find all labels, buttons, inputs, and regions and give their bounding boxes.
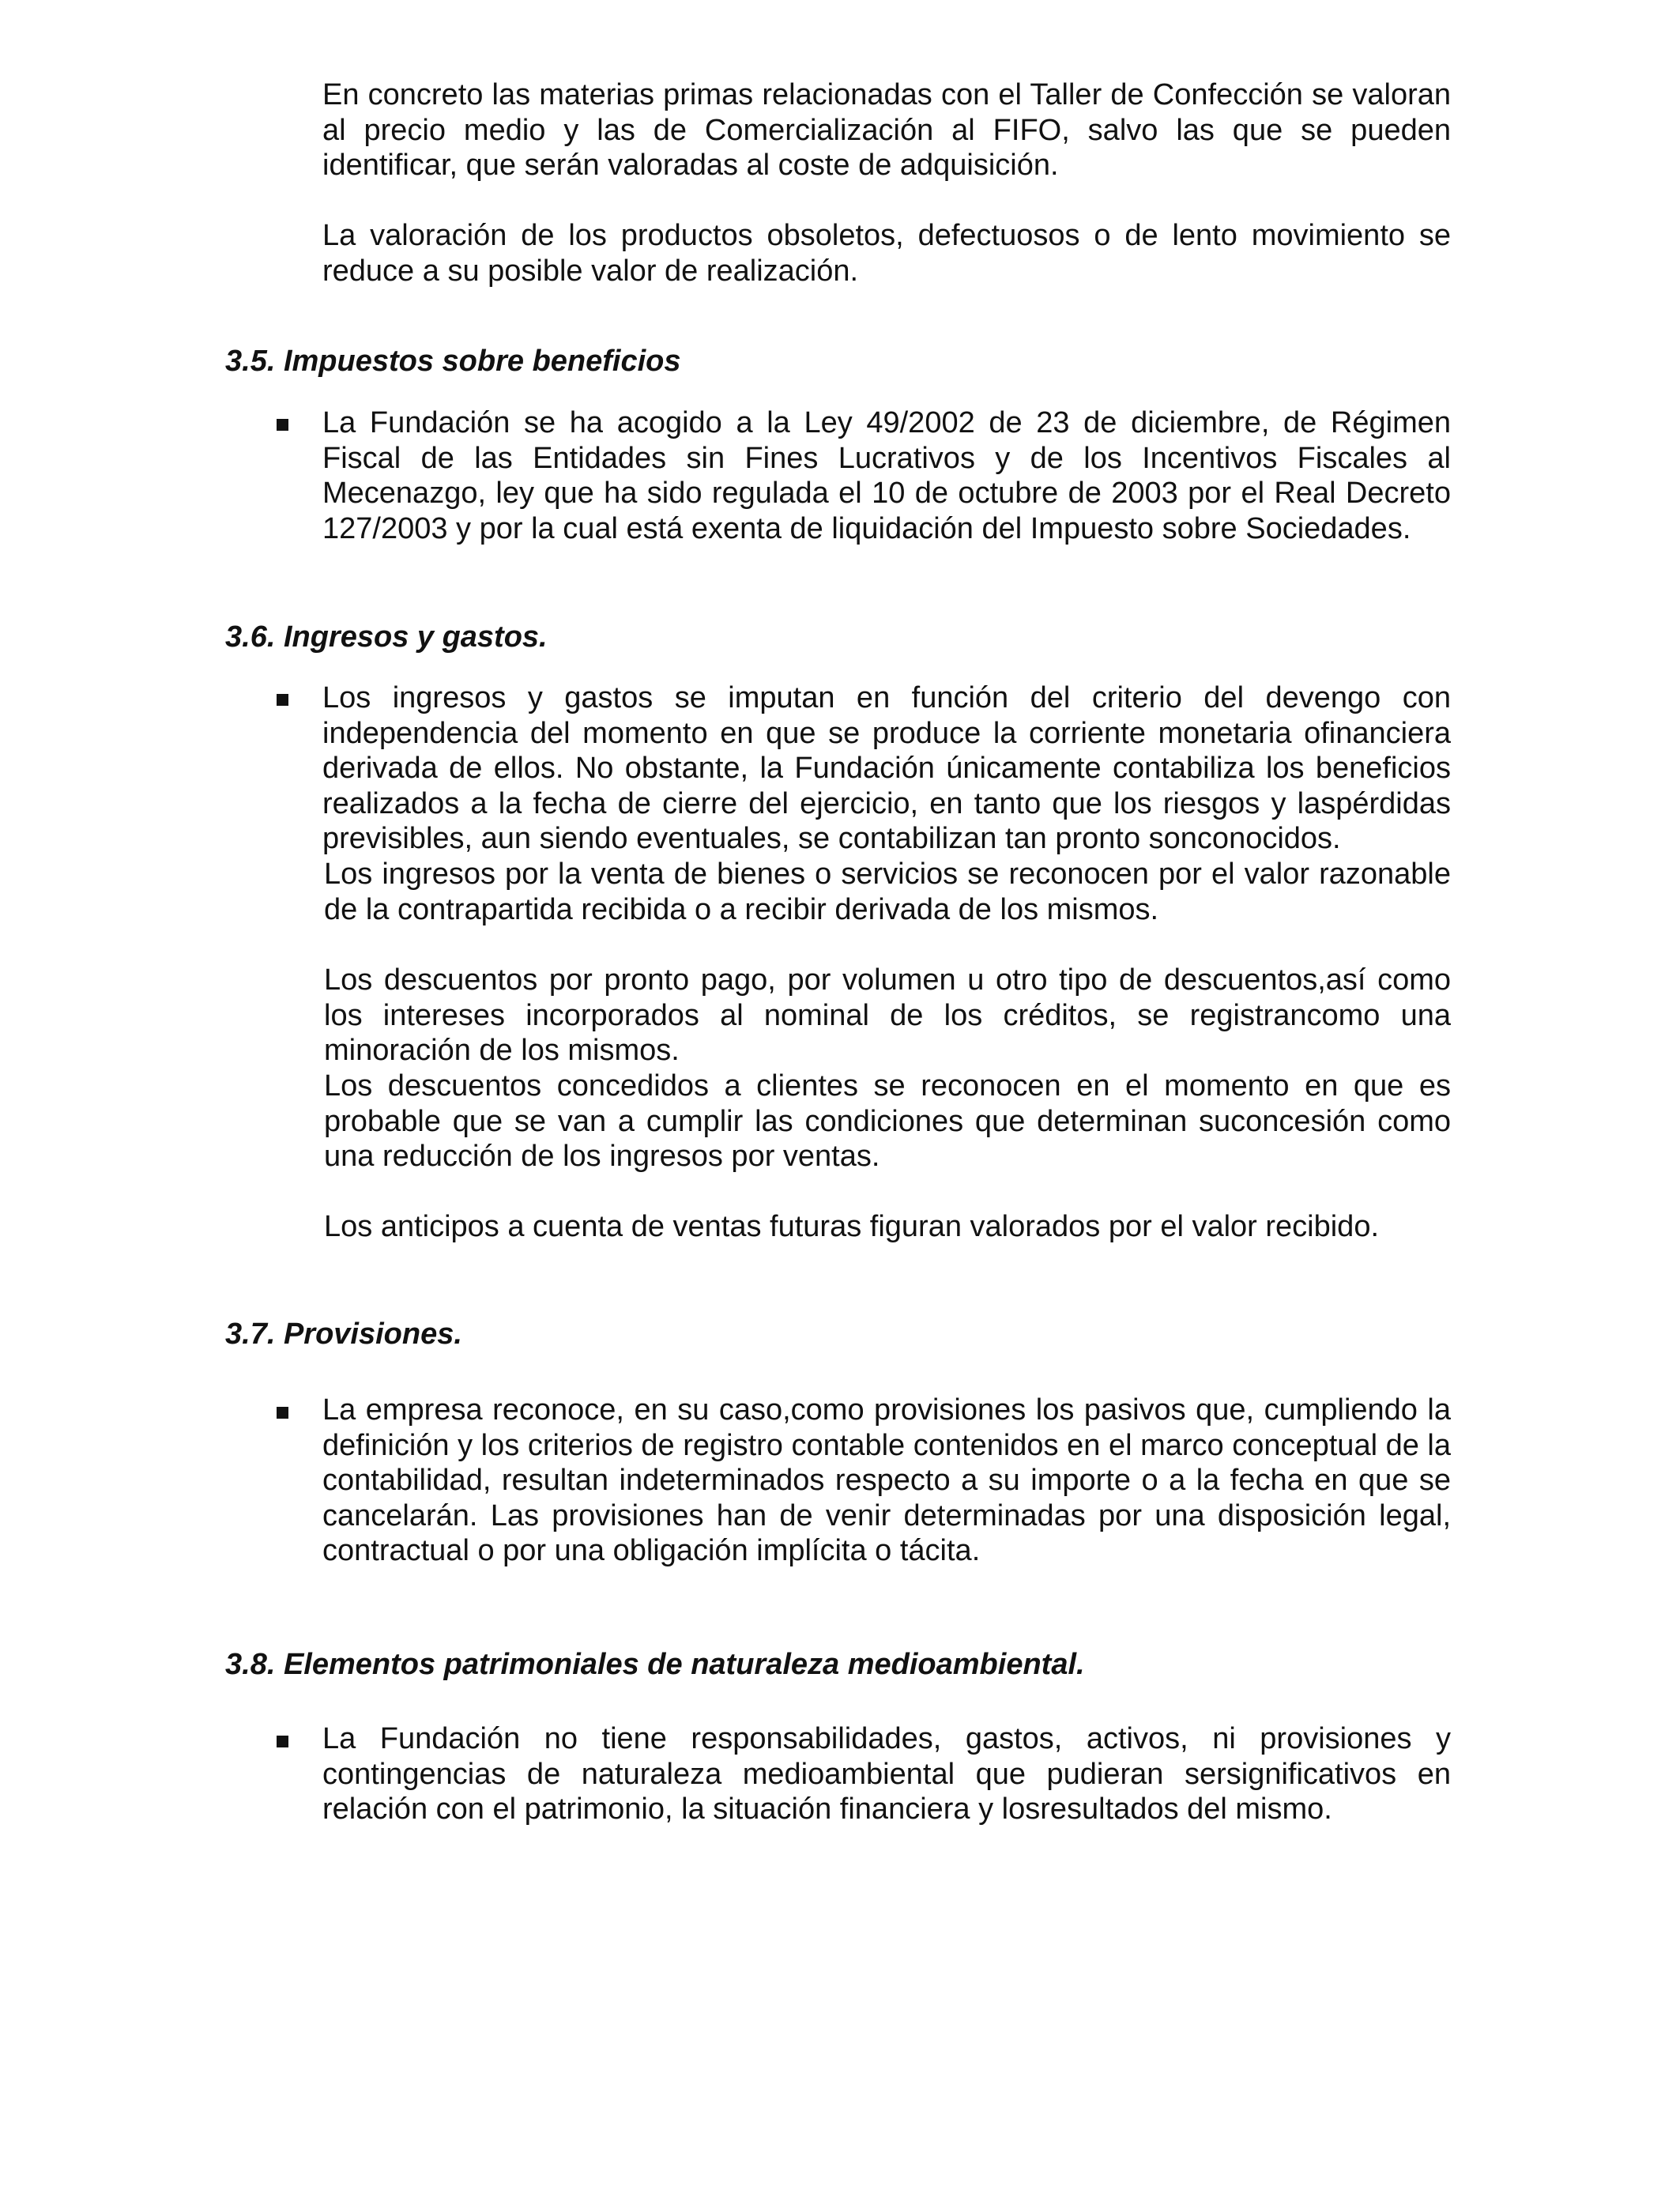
section-heading-3-7: 3.7. Provisiones. <box>225 1318 462 1351</box>
section-3-8-bullet-text: La Fundación no tiene responsabilidades, gastos, activos, ni provisiones y contingencias de naturaleza medioambiental que pudieran sersignificativos en relación con el patrimonio, la situación financiera y losresultados del mismo. <box>322 1722 1451 1826</box>
section-3-6-bullet-text: Los ingresos y gastos se imputan en función del criterio del devengo con independencia del momento en que se produce la corriente monetaria ofinanciera derivada de ellos. No obstante, la Fundación únicamente contabiliza los beneficios realizados a la fecha de cierre del ejercicio, en tanto que los riesgos y laspérdidas previsibles, aun siendo eventuales, se contabilizan tan pronto sonconocidos. <box>322 681 1451 856</box>
square-bullet-icon <box>277 694 288 706</box>
square-bullet-icon <box>277 1407 288 1419</box>
section-3-5-bullet-text: La Fundación se ha acogido a la Ley 49/2002 de 23 de diciembre, de Régimen Fiscal de las Entidades sin Fines Lucrativos y de los Incentivos Fiscales al Mecenazgo, ley que ha sido regulada el 10 de octubre de 2003 por el Real Decreto 127/2003 y por la cual está exenta de liquidación del Impuesto sobre Sociedades. <box>322 406 1451 545</box>
section-heading-3-6: 3.6. Ingresos y gastos. <box>225 620 548 654</box>
section-heading-3-5: 3.5. Impuestos sobre beneficios <box>225 345 681 378</box>
section-3-6-paragraph-a: Los ingresos por la venta de bienes o servicios se reconocen por el valor razonable de la contrapartida recibida o a recibir derivada de los mismos. <box>324 858 1451 926</box>
intro-paragraph-1: En concreto las materias primas relacionadas con el Taller de Confección se valoran al precio medio y las de Comercialización al FIFO, salvo las que se pueden identificar, que serán valoradas al coste de adquisición. <box>322 78 1451 183</box>
square-bullet-icon <box>277 419 288 431</box>
section-3-6-paragraph-b: Los descuentos por pronto pago, por volumen u otro tipo de descuentos,así como los intereses incorporados al nominal de los créditos, se registrancomo una minoración de los mismos. <box>324 963 1451 1068</box>
section-3-6-paragraph-c: Los descuentos concedidos a clientes se reconocen en el momento en que es probable que se van a cumplir las condiciones que determinan suconcesión como una reducción de los ingresos por ventas. <box>324 1069 1451 1174</box>
section-heading-3-8: 3.8. Elementos patrimoniales de naturaleza medioambiental. <box>225 1648 1085 1681</box>
section-3-7-bullet-text: La empresa reconoce, en su caso,como provisiones los pasivos que, cumpliendo la definición y los criterios de registro contable contenidos en el marco conceptual de la contabilidad, resultan indeterminados respecto a su importe o a la fecha en que se cancelarán. Las provisiones han de venir determinadas por una disposición legal, contractual o por una obligación implícita o tácita. <box>322 1393 1451 1568</box>
intro-paragraph-2: La valoración de los productos obsoletos, defectuosos o de lento movimiento se reduce a su posible valor de realización. <box>322 219 1451 288</box>
square-bullet-icon <box>277 1736 288 1747</box>
section-3-6-paragraph-d: Los anticipos a cuenta de ventas futuras figuran valorados por el valor recibido. <box>324 1210 1380 1243</box>
